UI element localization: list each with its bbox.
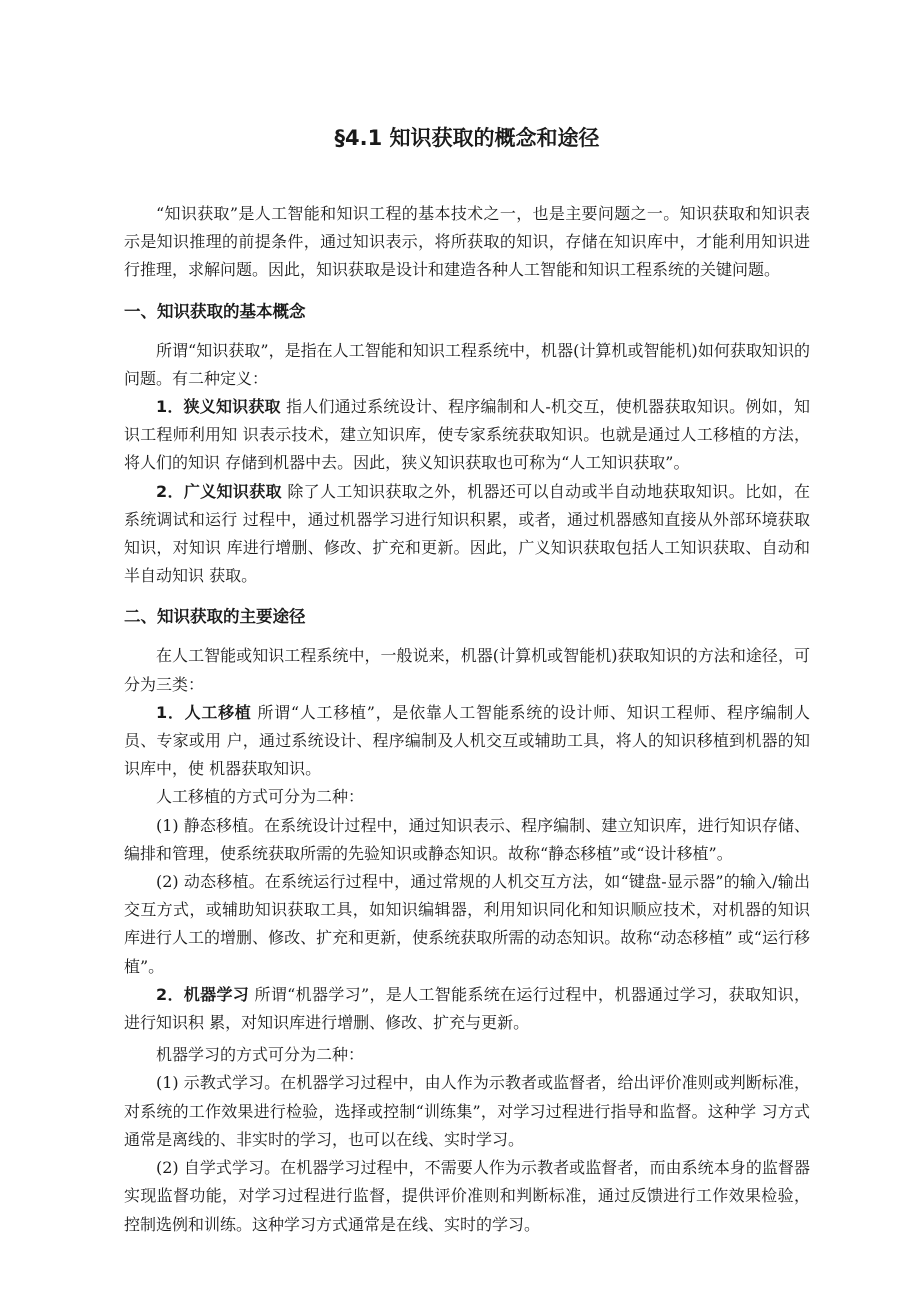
section2-heading: 二、知识获取的主要途径	[124, 607, 306, 627]
manual-transfer-label: 1．人工移植	[156, 702, 252, 722]
manual-transfer	[124, 699, 810, 784]
dynamic-transfer: (2) 动态移植。在系统运行过程中，通过常规的人机交互方法，如“键盘-显示器”的输入/输出交互方式，或辅助知识获取工具，如知识编辑器，利用知识同化和知识顺应技术，对机器的知识库进行人工的增删、修改、扩充和更新，使系统获取所需的动态知识。故称“动态移植” 或“运行移植”。	[124, 872, 810, 976]
machine-learning-subtitle: 机器学习的方式可分为二种：	[156, 1045, 365, 1065]
manual-transfer-text: 所谓“人工移植”，是依靠人工智能系统的设计师、知识工程师、程序编制人员、专家或用 户，通过系统设计、程序编制及人机交互或辅助工具，将人的知识移植到机器的知识库中，使 机器获取知识。	[124, 702, 810, 779]
machine-learning-text: 所谓“机器学习”，是人工智能系统在运行过程中，机器通过学习，获取知识，进行知识积 累，对知识库进行增删、修改、扩充与更新。	[124, 984, 810, 1033]
self-learning: (2) 自学式学习。在机器学习过程中，不需要人作为示教者或监督者，而由系统本身的监督器实现监督功能，对学习过程进行监督，提供评价准则和判断标准，通过反馈进行工作效果检验，控制选例和训练。这种学习方式通常是在线、实时的学习。	[124, 1158, 810, 1234]
machine-learning	[124, 981, 810, 1037]
definition-narrow	[124, 393, 810, 478]
section2-paragraph: 在人工智能或知识工程系统中，一般说来，机器(计算机或智能机)获取知识的方法和途径，可分为三类：	[124, 646, 810, 694]
definition-broad	[124, 478, 810, 591]
intro-paragraph: “知识获取”是人工智能和知识工程的基本技术之一，也是主要问题之一。知识获取和知识表示是知识推理的前提条件，通过知识表示，将所获取的知识，存储在知识库中，才能利用知识进行推理，求解问题。因此，知识获取是设计和建造各种人工智能和知识工程系统的关键问题。	[124, 204, 810, 280]
section1-paragraph: 所谓“知识获取”，是指在人工智能和知识工程系统中，机器(计算机或智能机)如何获取知识的问题。有二种定义：	[124, 340, 810, 388]
static-transfer: (1) 静态移植。在系统设计过程中，通过知识表示、程序编制、建立知识库，进行知识存储、编排和管理，使系统获取所需的先验知识或静态知识。故称“静态移植”或“设计移植”。	[124, 815, 810, 863]
supervised-learning: (1) 示教式学习。在机器学习过程中，由人作为示教者或监督者，给出评价准则或判断标准，对系统的工作效果进行检验，选择或控制“训练集”，对学习过程进行指导和监督。这种学 习方式通常是离线的、非实时的学习，也可以在线、实时学习。	[124, 1073, 810, 1149]
machine-learning-label: 2．机器学习	[156, 984, 250, 1004]
manual-transfer-subtitle: 人工移植的方式可分为二种：	[156, 787, 365, 807]
definition-broad-label: 2．广义知识获取	[156, 481, 282, 501]
definition-narrow-label: 1．狭义知识获取	[156, 397, 281, 417]
section1-heading: 一、知识获取的基本概念	[124, 301, 306, 321]
page-title: §4.1 知识获取的概念和途径	[334, 126, 600, 150]
definition-narrow-text: 指人们通过系统设计、程序编制和人-机交互，使机器获取知识。例如，知识工程师利用知 识表示技术，建立知识库，使专家系统获取知识。也就是通过人工移植的方法，将人们的知识 存储到机器中去。因此，狭义知识获取也可称为“人工知识获取”。	[124, 397, 810, 473]
definition-broad-text: 除了人工知识获取之外，机器还可以自动或半自动地获取知识。比如，在系统调试和运行 过程中，通过机器学习进行知识积累，或者，通过机器感知直接从外部环境获取知识，对知识 库进行增删、修改、扩充和更新。因此，广义知识获取包括人工知识获取、自动和半自动知识 获取。	[124, 481, 810, 586]
document-page	[124, 118, 810, 1239]
